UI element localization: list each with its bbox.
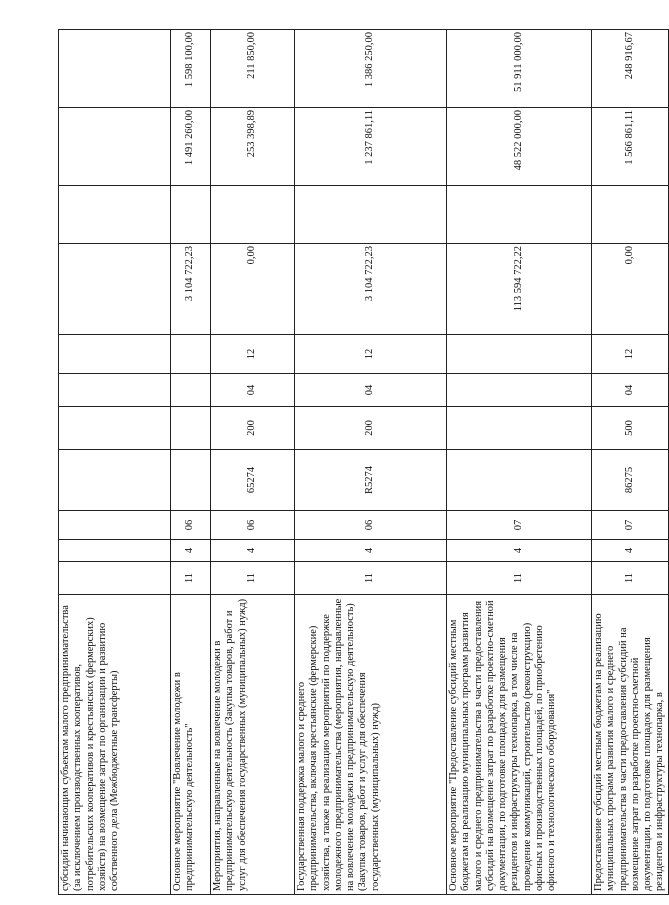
table-row — [295, 30, 447, 895]
amount-col-4 — [59, 30, 171, 108]
subsection-code — [447, 335, 592, 374]
section-code: 04 — [592, 374, 669, 407]
amount-col-1: 0,00 — [592, 244, 669, 335]
expense-direction-code — [59, 450, 171, 511]
section-code: 04 — [295, 374, 447, 407]
amount-col-3: 1 566 861,11 — [592, 108, 669, 186]
main-activity-code: 07 — [592, 511, 669, 540]
program-code: 11 — [211, 562, 295, 595]
program-code — [59, 562, 171, 595]
subprogram-code: 4 — [295, 540, 447, 562]
subsection-code — [171, 335, 211, 374]
rotated-page — [58, 30, 666, 895]
expense-type-code: 200 — [295, 407, 447, 450]
amount-col-3: 48 522 000,00 — [447, 108, 592, 186]
expense-direction-code: 86275 — [592, 450, 669, 511]
amount-col-2 — [211, 186, 295, 244]
section-code — [171, 374, 211, 407]
expense-direction-code — [171, 450, 211, 511]
program-code: 11 — [592, 562, 669, 595]
amount-col-2 — [592, 186, 669, 244]
amount-col-3: 1 491 260,00 — [171, 108, 211, 186]
subprogram-code — [59, 540, 171, 562]
subprogram-code: 4 — [171, 540, 211, 562]
amount-col-4: 1 598 100,00 — [171, 30, 211, 108]
program-code: 11 — [447, 562, 592, 595]
table-row — [592, 30, 669, 895]
subprogram-code: 4 — [592, 540, 669, 562]
table-row — [59, 30, 171, 895]
row-description: Государственная поддержка малого и среднего предпринимательства, включая крестьянские (фермерские) хозяйства, а также на реализацию мероприятий по поддержке молодежного предпринимательства (мероприятия, направленные на вовлечение молодежи в предпринимательскую деятельность) (Закупка товаров, работ и услуг для обеспечения государственных (муниципальных) нужд) — [295, 595, 447, 895]
expense-direction-code: R5274 — [295, 450, 447, 511]
subprogram-code: 4 — [447, 540, 592, 562]
amount-col-1: 113 594 722,22 — [447, 244, 592, 335]
table-rotation-wrapper — [58, 30, 666, 895]
main-activity-code — [59, 511, 171, 540]
budget-table — [58, 29, 669, 895]
amount-col-1: 0,00 — [211, 244, 295, 335]
amount-col-4: 51 911 000,00 — [447, 30, 592, 108]
subsection-code: 12 — [295, 335, 447, 374]
amount-col-1: 3 104 722,23 — [171, 244, 211, 335]
amount-col-2 — [59, 186, 171, 244]
row-description: Основное мероприятие "Вовлечение молодежи в предпринимательскую деятельность" — [171, 595, 211, 895]
subsection-code: 12 — [592, 335, 669, 374]
main-activity-code: 06 — [171, 511, 211, 540]
subsection-code — [59, 335, 171, 374]
program-code: 11 — [171, 562, 211, 595]
section-code — [59, 374, 171, 407]
amount-col-4: 1 386 250,00 — [295, 30, 447, 108]
amount-col-2 — [171, 186, 211, 244]
table-row — [171, 30, 211, 895]
expense-direction-code — [447, 450, 592, 511]
amount-col-3: 1 237 861,11 — [295, 108, 447, 186]
table-row — [211, 30, 295, 895]
row-description: субсидий начинающим субъектам малого предпринимательства (за исключением производственных кооперативов, потребительских кооперативов и крестьянских (фермерских) хозяйств) на возмещение затрат по организации и развитию собственного дела (Межбюджетные трансферты) — [59, 595, 171, 895]
expense-type-code — [447, 407, 592, 450]
section-code — [447, 374, 592, 407]
amount-col-4: 248 916,67 — [592, 30, 669, 108]
section-code: 04 — [211, 374, 295, 407]
subsection-code: 12 — [211, 335, 295, 374]
amount-col-2 — [295, 186, 447, 244]
amount-col-3: 253 398,89 — [211, 108, 295, 186]
row-description: Основное мероприятие "Предоставление субсидий местным бюджетам на реализацию муниципальных программ развития малого и среднего предпринимательства в части предоставления субсидий на возмещение затрат по разработке проектно-сметной документации, по подготовке площадок для размещения резидентов и инфраструктуры технопарка, в том числе на проведение коммуникаций, строительство (реконструкцию) офисных и производственных площадей, по приобретению офисного и технологического оборудования" — [447, 595, 592, 895]
amount-col-4: 211 850,00 — [211, 30, 295, 108]
amount-col-1: 3 104 722,23 — [295, 244, 447, 335]
row-description: Мероприятия, направленные на вовлечение молодежи в предпринимательскую деятельность (Закупка товаров, работ и услуг для обеспечения государственных (муниципальных) нужд) — [211, 595, 295, 895]
expense-type-code — [171, 407, 211, 450]
amount-col-2 — [447, 186, 592, 244]
main-activity-code: 06 — [295, 511, 447, 540]
expense-type-code: 200 — [211, 407, 295, 450]
amount-col-1 — [59, 244, 171, 335]
expense-direction-code: 65274 — [211, 450, 295, 511]
subprogram-code: 4 — [211, 540, 295, 562]
amount-col-3 — [59, 108, 171, 186]
program-code: 11 — [295, 562, 447, 595]
row-description: Предоставление субсидий местным бюджетам на реализацию муниципальных программ развития малого и среднего предпринимательства в части предоставления субсидий на возмещение затрат по разработке проектно-сметной документации, по подготовке площадок для размещения резидентов и инфраструктуры технопарка, в — [592, 595, 669, 895]
expense-type-code — [59, 407, 171, 450]
main-activity-code: 06 — [211, 511, 295, 540]
table-row — [447, 30, 592, 895]
expense-type-code: 500 — [592, 407, 669, 450]
main-activity-code: 07 — [447, 511, 592, 540]
